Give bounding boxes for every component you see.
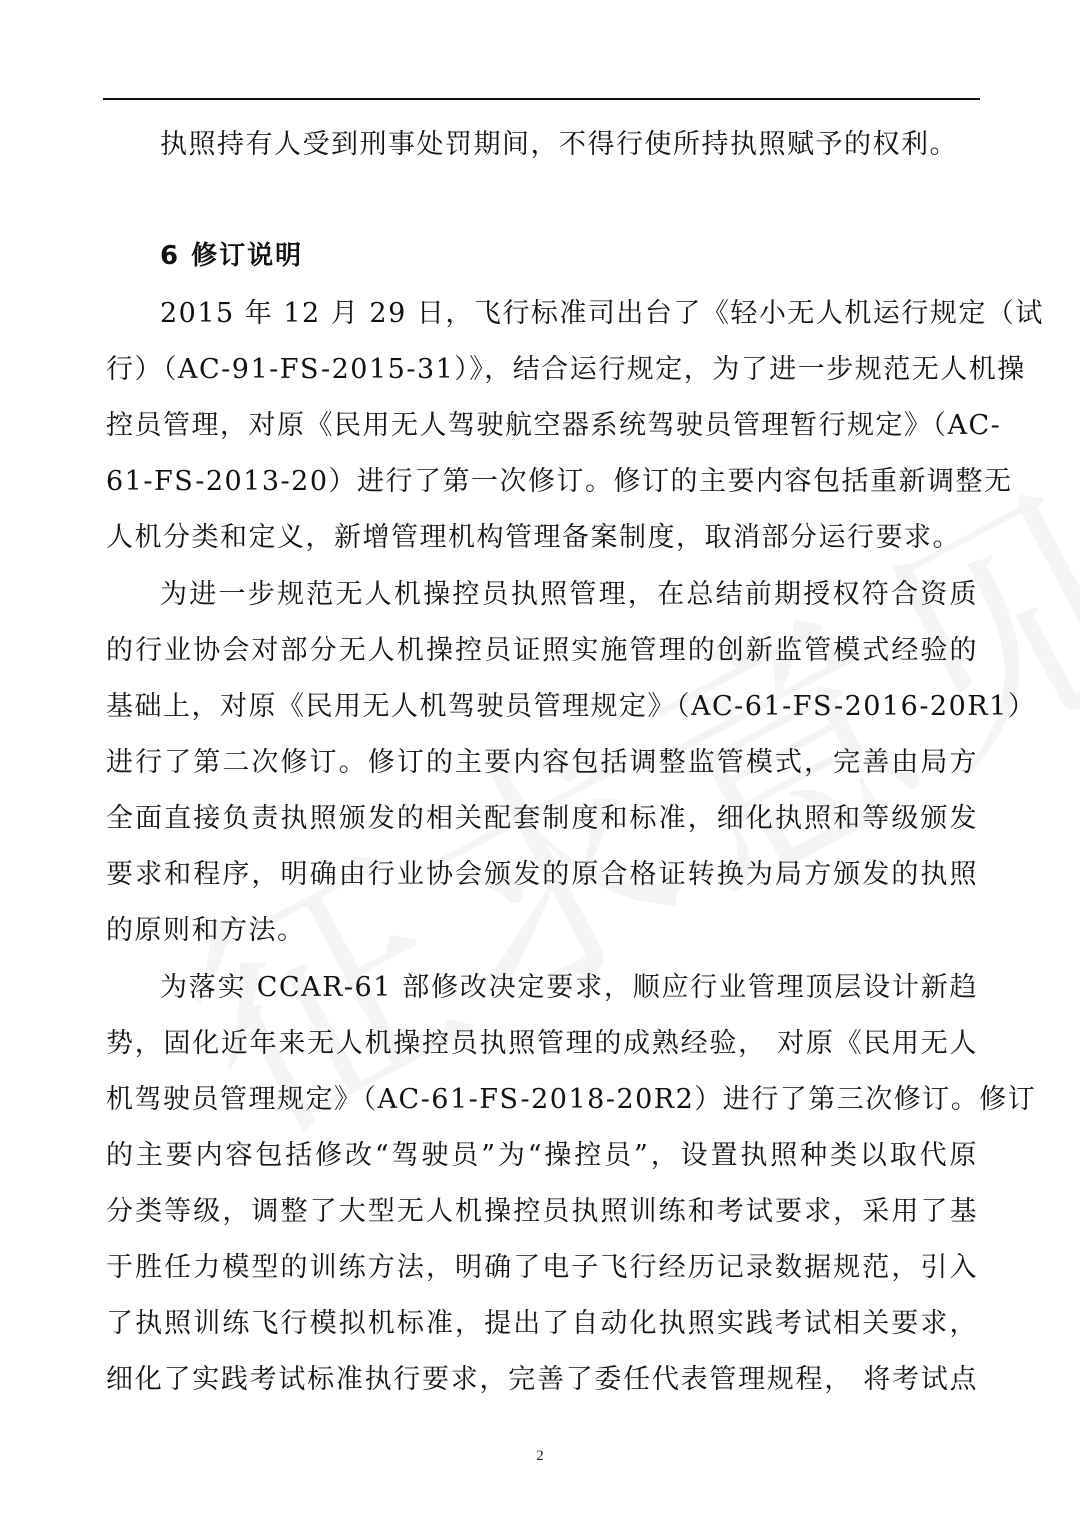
text-line: 细化了实践考试标准执行要求，完善了委任代表管理规程， 将考试点 xyxy=(106,1364,978,1395)
text-line: 进行了第二次修订。修订的主要内容包括调整监管模式，完善由局方 xyxy=(106,747,978,778)
text-line: 的主要内容包括修改“驾驶员”为“操控员”，设置执照种类以取代原 xyxy=(106,1140,978,1171)
header-rule xyxy=(103,98,980,100)
text-line: 的行业协会对部分无人机操控员证照实施管理的创新监管模式经验的 xyxy=(106,635,978,666)
text-line: 于胜任力模型的训练方法，明确了电子飞行经历记录数据规范，引入 xyxy=(106,1252,978,1283)
text-line: 为落实 CCAR-61 部修改决定要求，顺应行业管理顶层设计新趋 xyxy=(160,972,978,1003)
text-line: 机驾驶员管理规定》（AC-61-FS-2018-20R2）进行了第三次修订。修订 xyxy=(106,1084,1037,1115)
text-line: 61-FS-2013-20）进行了第一次修订。修订的主要内容包括重新调整无 xyxy=(106,466,1013,497)
text-line: 基础上，对原《民用无人机驾驶员管理规定》（AC-61-FS-2016-20R1） xyxy=(106,691,1037,722)
text-line: 要求和程序，明确由行业协会颁发的原合格证转换为局方颁发的执照 xyxy=(106,859,978,890)
text-line: 为进一步规范无人机操控员执照管理，在总结前期授权符合资质 xyxy=(160,579,978,610)
text-line: 2015 年 12 月 29 日，飞行标准司出台了《轻小无人机运行规定（试 xyxy=(160,298,1044,329)
text-line: 了执照训练飞行模拟机标准，提出了自动化执照实践考试相关要求， xyxy=(106,1308,978,1339)
text-line: 势，固化近年来无人机操控员执照管理的成熟经验， 对原《民用无人 xyxy=(106,1028,978,1059)
text-line: 行）（AC-91-FS-2015-31）》，结合运行规定，为了进一步规范无人机操 xyxy=(106,354,1026,385)
text-line: 全面直接负责执照颁发的相关配套制度和标准，细化执照和等级颁发 xyxy=(106,803,978,834)
page-number: 2 xyxy=(536,1448,544,1464)
text-line: 人机分类和定义，新增管理机构管理备案制度，取消部分运行要求。 xyxy=(106,522,961,553)
text-line: 分类等级，调整了大型无人机操控员执照训练和考试要求，采用了基 xyxy=(106,1196,978,1227)
section-heading: 6 修订说明 xyxy=(160,241,304,271)
text-line: 的原则和方法。 xyxy=(106,915,306,946)
text-line: 执照持有人受到刑事处罚期间，不得行使所持执照赋予的权利。 xyxy=(160,129,958,160)
text-line: 控员管理，对原《民用无人驾驶航空器系统驾驶员管理暂行规定》（AC- xyxy=(106,410,1002,441)
